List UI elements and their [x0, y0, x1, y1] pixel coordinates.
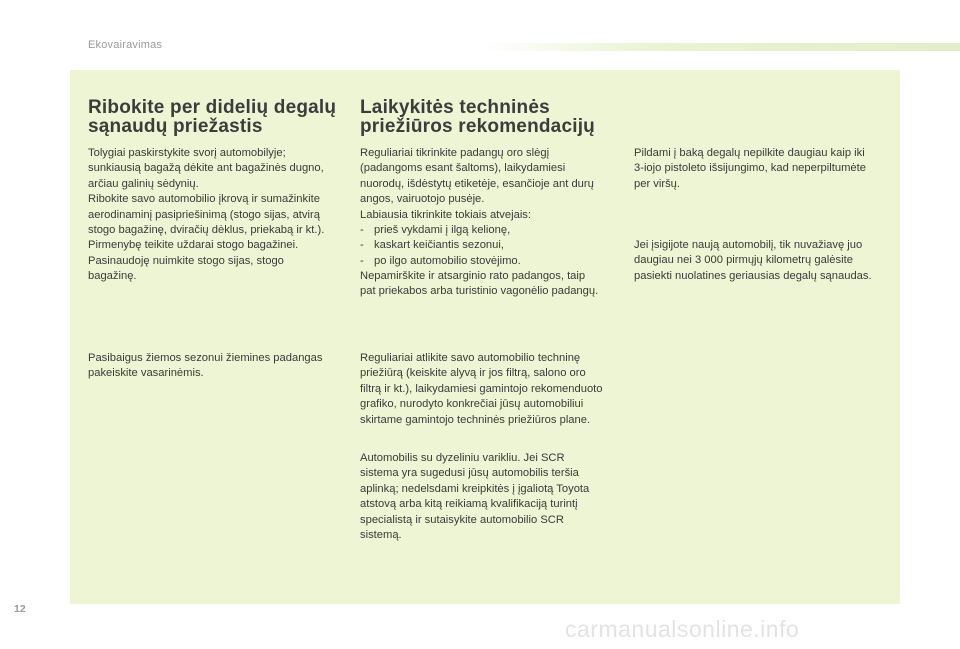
paragraph-service-schedule: Reguliariai atlikite savo automobilio techninę priežiūrą (keiskite alyvą ir jos filtrą, salono oro filtrą ir kt.), laikydamiesi gamintojo rekomenduoto grafiko, nurodyto konkrečiai jūsų automobiliui skirtame gamintojo techninės priežiūros plane.: [360, 352, 603, 426]
list-marker: -: [360, 239, 364, 252]
section-title: Ekovairavimas: [88, 39, 163, 51]
list-marker: -: [360, 224, 364, 236]
heading-maintenance: Laikykitės techninės priežiūros rekomendacijų: [360, 97, 595, 137]
watermark: carmanualsonline.info: [565, 616, 800, 642]
page-number: 12: [14, 603, 26, 615]
paragraph-winter-tyres: Pasibaigus žiemos sezonui žiemines padangas pakeiskite vasarinėmis.: [88, 352, 323, 380]
list-item-text: prieš vykdami į ilgą kelionę,: [374, 224, 511, 236]
list-marker: -: [360, 254, 364, 267]
list-item-text: po ilgo automobilio stovėjimo.: [374, 254, 521, 267]
paragraph-scr-system: Automobilis su dyzeliniu varikliu. Jei SCR sistema yra sugedusi jūsų automobilis teršia aplinką; nedelsdami kreipkitės į įgaliotą Toyota atstovą arba kitą reikiamą kvalifikaciją turintį specialistą ir sutaisykite automobilio SCR sistemą.: [360, 452, 590, 542]
paragraph-load-distribution: Tolygiai paskirstykite svorį automobilyje; sunkiausią bagažą dėkite ant bagažinės dugno, arčiau galinių sėdynių. Ribokite savo automobilio įkrovą ir sumažinkite aerodinaminį pasipriešinimą (stogo sijas, atvirą stogo bagažinę, dviračių dėklus, priekabą ir kt.). Pirmenybę teikite uždarai stogo bagažinei. Pasinaudoję nuimkite stogo sijas, stogo bagažinę.: [88, 147, 325, 283]
tyre-check-list: [360, 223, 632, 269]
list-item: [360, 238, 632, 253]
heading-reduce-consumption: Ribokite per didelių degalų sąnaudų priežastis: [88, 97, 337, 137]
list-item: [360, 254, 632, 269]
paragraph-fuel-filling: Pildami į baką degalų nepilkite daugiau kaip iki 3-iojo pistoleto išsijungimo, kad neperpiltumėte per viršų.: [634, 147, 866, 190]
paragraph-spare-tyre: Nepamirškite ir atsarginio rato padangos, taip pat priekabos arba turistinio vagonėlio padangų.: [360, 270, 599, 298]
header-decorative-bar: [480, 43, 960, 51]
paragraph-tyre-pressure: Reguliariai tikrinkite padangų oro slėgį (padangoms esant šaltoms), laikydamiesi nuorodų, išdėstytų etiketėje, esančioje ant durų angos, vairuotojo pusėje. Labiausia tikrinkite tokiais atvejais:: [360, 147, 594, 221]
list-item-text: kaskart keičiantis sezonui,: [374, 239, 504, 252]
paragraph-new-vehicle: Jei įsigijote naują automobilį, tik nuvažiavę juo daugiau nei 3 000 pirmųjų kilometrų galėsite pasiekti nuolatines geriausias degalų sąnaudas.: [634, 239, 872, 282]
list-item: [360, 223, 632, 238]
